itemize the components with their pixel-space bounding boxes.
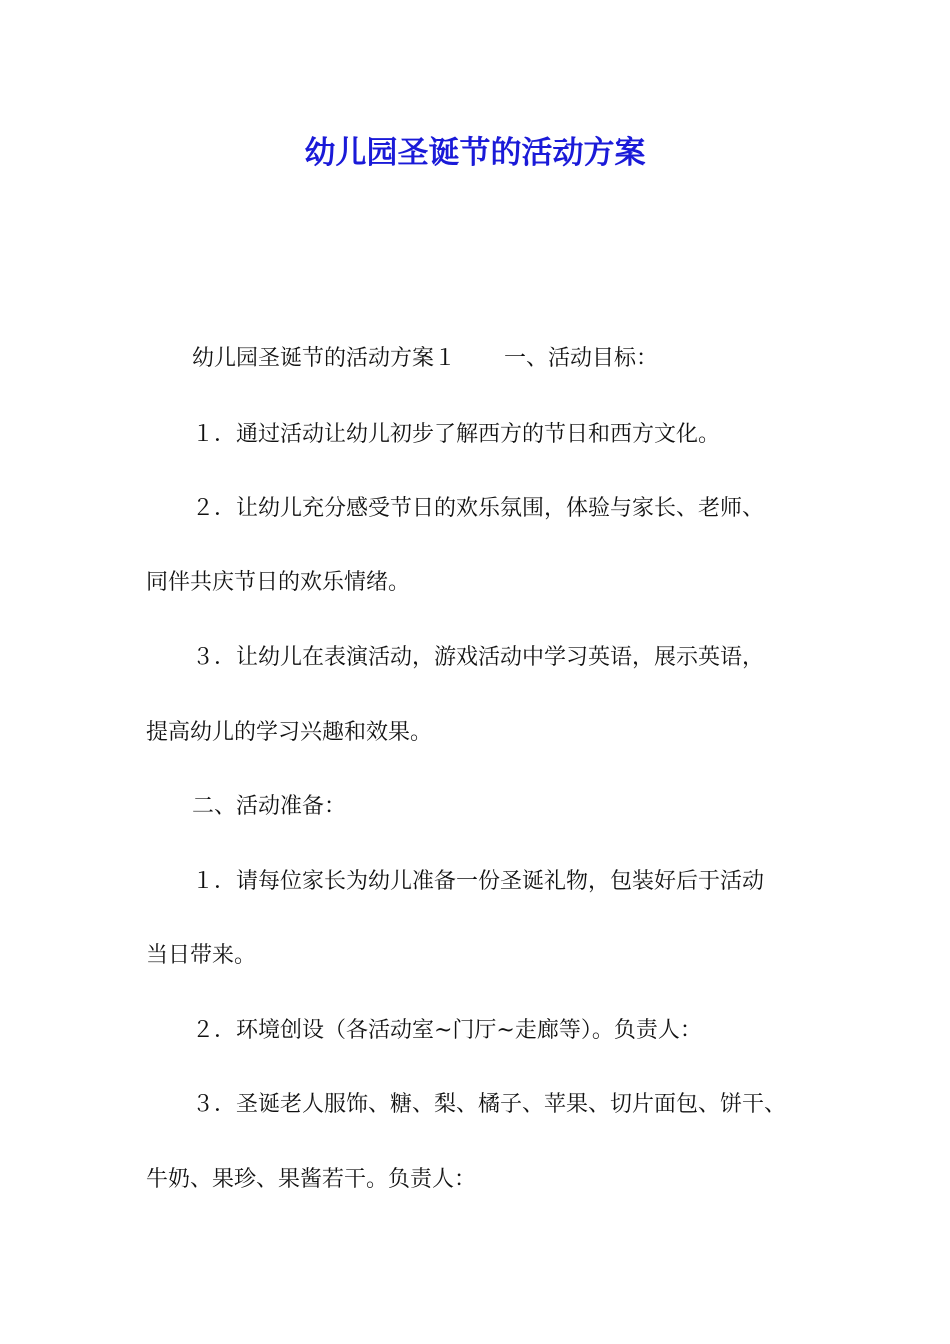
page-title: 幼儿园圣诞节的活动方案: [304, 135, 646, 171]
paragraph-line: １．通过活动让幼儿初步了解西方的节日和西方文化。: [192, 422, 721, 447]
paragraph-line: 当日带来。: [146, 943, 257, 968]
paragraph-line: 提高幼儿的学习兴趣和效果。: [146, 720, 433, 745]
section-heading: 二、活动准备：: [192, 794, 347, 819]
paragraph-line: １．请每位家长为幼儿准备一份圣诞礼物，包装好后于活动: [192, 869, 765, 894]
paragraph-line: 同伴共庆节日的欢乐情绪。: [146, 570, 411, 595]
paragraph-line: 牛奶、果珍、果酱若干。负责人：: [146, 1167, 477, 1192]
paragraph-line: ２．环境创设（各活动室~门厅~走廊等）。负责人：: [192, 1018, 702, 1043]
section-heading: 幼儿园圣诞节的活动方案１: [192, 346, 457, 371]
subsection-heading: 一、活动目标：: [504, 346, 659, 371]
paragraph-line: ２．让幼儿充分感受节日的欢乐氛围，体验与家长、老师、: [192, 496, 765, 521]
paragraph-line: ３．让幼儿在表演活动，游戏活动中学习英语，展示英语，: [192, 645, 765, 670]
paragraph-line: ３．圣诞老人服饰、糖、梨、橘子、苹果、切片面包、饼干、: [192, 1092, 787, 1117]
paragraph-line: [192, 344, 658, 374]
